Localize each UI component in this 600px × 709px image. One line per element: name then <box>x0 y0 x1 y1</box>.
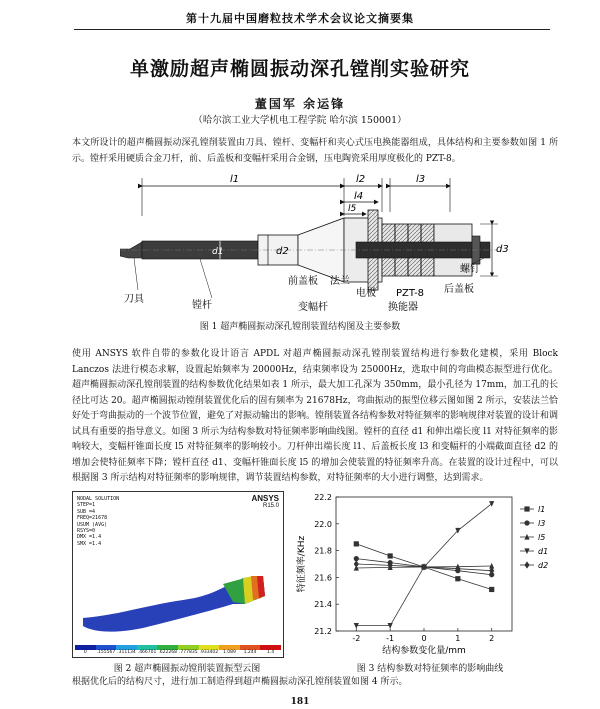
ansys-legend-entry <box>137 645 158 655</box>
y-axis-label: 特征频率/KHz <box>297 535 307 593</box>
ansys-legend-label: .777835 <box>178 650 198 655</box>
ansys-legend-label: .311134 <box>117 650 136 655</box>
ansys-legend-entry <box>199 645 220 655</box>
figure-1-caption: 图 1 超声椭圆振动深孔镗削装置结构图及主要参数 <box>199 322 401 332</box>
ansys-legend-label: 0 <box>83 650 87 655</box>
label-d2: d2 <box>276 246 289 257</box>
point-l1 <box>455 576 460 581</box>
ansys-legend-entry <box>116 645 137 655</box>
ansys-mode-shape <box>73 492 283 657</box>
ansys-version: R15.0 <box>262 503 279 509</box>
y-tick-label: 21.8 <box>314 546 332 556</box>
ansys-legend-entry <box>96 645 117 655</box>
ansys-legend-label: 1.089 <box>223 650 236 655</box>
ansys-legend-entry <box>178 645 199 655</box>
label-screw: 螺钉 <box>460 264 480 275</box>
ansys-legend-label: .155567 <box>96 650 116 655</box>
legend-marker-l3 <box>524 520 529 525</box>
y-tick-label: 22.2 <box>314 493 332 502</box>
x-tick-label: 2 <box>489 634 495 643</box>
label-electrode: 电极 <box>356 288 376 299</box>
ansys-brand: ANSYS <box>251 494 279 503</box>
ansys-legend-label: .622268 <box>158 650 177 655</box>
ansys-legend-label: 1.244 <box>243 650 257 655</box>
figure-1-diagram <box>120 172 520 314</box>
figure-2-ansys-plot <box>72 491 284 658</box>
label-transducer: 换能器 <box>388 302 418 313</box>
ansys-info-line: NODAL SOLUTION <box>77 496 120 502</box>
label-l4: l4 <box>354 191 364 202</box>
point-d2 <box>354 560 359 567</box>
legend-marker-l1 <box>524 506 529 511</box>
ansys-legend-entry <box>240 645 261 655</box>
ansys-info-line: FREQ=21678 <box>77 515 108 522</box>
paragraph-closing: 根据优化后的结构尺寸，进行加工制造得到超声椭圆振动深孔镗削装置如图 4 所示。 <box>72 677 408 687</box>
label-d3: d3 <box>496 244 509 255</box>
ansys-info-line: SMX =1.4 <box>77 540 102 547</box>
x-axis-label: 结构参数变化量/mm <box>382 646 466 656</box>
label-l5: l5 <box>348 204 357 214</box>
ansys-info-line: DMX =1.4 <box>77 534 102 541</box>
figure-3-chart <box>292 491 564 661</box>
paragraph-method: 使用 ANSYS 软件自带的参数化设计语言 APDL 对超声椭圆振动深孔镗削装置结构进行参数化建模，采用 Block Lanczos 法进行模态求解，设置起始频率为 20000Hz，结束频率设为 25000Hz，选取中间的弯曲模态振型进行优化。超声椭圆振动深孔镗削装置的结构参数优化结果如表 1 所示，最大加工孔深为 350mm，最小孔径为 17mm，加工孔的长径比可达 20。超声椭圆振动镗削装置优化后的固有频率为 21678Hz，弯曲振动的振型位移云图如图 2 所示，安装法兰恰好处于弯曲振动的一个波节位置，避免了对振动输出的影响。镗削装置各结构参数对特征频率的影响规律对装置的设计和调试具有重要的指导意义。如图 3 所示为结构参数对特征频率影响曲线图。镗杆的直径 d1 和伸出端长度 l1 对特征频率的影响较大，变幅杆锥面长度 l5 对特征频率的影响较小。刀杆伸出端长度 l1、后盖板长度 l3 和变幅杆的小端截面直径 d2 的增加会使特征频率下降；镗杆直径 d1、变幅杆锥面长度 l5 的增加会使装置的特征频率升高。在装置的设计过程中，可以根据图 3 所示结构对特征频率的影响规律，调节装置结构参数，对特征频率的大小进行调整，达到需求。 <box>72 349 559 483</box>
label-l3: l3 <box>416 174 426 185</box>
legend-label-l5: l5 <box>538 533 546 542</box>
label-boring-bar: 镗杆 <box>192 300 212 311</box>
ansys-legend-label: 1.4 <box>267 650 275 655</box>
figure-2-caption: 图 2 超声椭圆振动镗削装置振型云图 <box>113 664 261 674</box>
x-tick-label: 0 <box>421 634 427 643</box>
label-front-plate: 前盖板 <box>288 276 318 287</box>
label-d1: d1 <box>212 247 224 257</box>
legend-label-l3: l3 <box>538 519 546 528</box>
ansys-legend-entry <box>157 645 178 655</box>
ansys-legend-entry <box>260 645 281 655</box>
ansys-info-line: USUM (AVG) <box>77 521 108 528</box>
point-l1 <box>354 541 359 546</box>
y-tick-label: 21.6 <box>314 573 332 583</box>
y-tick-label: 22.0 <box>314 519 332 529</box>
authors: 董国军 余运锋 <box>254 97 346 111</box>
running-header: 第十九届中国磨粒技术学术会议论文摘要集 <box>186 12 414 25</box>
point-l1 <box>388 553 393 558</box>
figure-3-caption: 图 3 结构参数对特征频率的影响曲线 <box>356 664 504 674</box>
ansys-info-line: STEP=1 <box>77 502 96 509</box>
header-rule <box>74 29 550 30</box>
y-tick-label: 21.2 <box>314 627 332 636</box>
ansys-legend <box>75 645 281 655</box>
ansys-info-line: SUB =4 <box>77 508 96 515</box>
y-tick-label: 21.4 <box>314 600 332 610</box>
label-pzt: PZT-8 <box>396 288 425 299</box>
legend-label-d1: d1 <box>538 547 549 556</box>
paper-title: 单激励超声椭圆振动深孔镗削实验研究 <box>129 58 470 80</box>
label-tool: 刀具 <box>124 294 144 305</box>
point-d1 <box>489 501 494 507</box>
legend-label-d2: d2 <box>538 561 549 570</box>
label-flange: 法兰 <box>330 276 350 287</box>
label-horn: 变幅杆 <box>298 302 328 313</box>
ansys-legend-entry <box>75 645 96 655</box>
x-tick-label: -1 <box>386 634 395 643</box>
x-tick-label: -2 <box>352 634 361 643</box>
x-tick-label: 1 <box>455 634 461 643</box>
ansys-legend-entry <box>219 645 240 655</box>
page-number: 181 <box>290 697 310 707</box>
ansys-legend-label: .466701 <box>137 650 157 655</box>
ansys-legend-label: .933402 <box>199 650 219 655</box>
label-l1: l1 <box>230 174 240 185</box>
legend-marker-d2 <box>524 561 529 568</box>
paragraph-intro: 本文所设计的超声椭圆振动深孔镗削装置由刀具、镗杆、变幅杆和夹心式压电换能器组成，具体结构和主要参数如图 1 所示。镗杆采用硬质合金刀杆，前、后盖板和变幅杆采用合金钢，压电陶瓷采用厚度极化的 PZT-8。 <box>72 138 558 164</box>
legend-label-l1: l1 <box>538 505 546 514</box>
affiliation: （哈尔滨工业大学机电工程学院 哈尔滨 150001） <box>193 115 407 126</box>
label-back-plate: 后盖板 <box>444 284 474 295</box>
label-l2: l2 <box>356 174 366 185</box>
point-l1 <box>489 587 494 592</box>
ansys-info-line: RSYS=0 <box>77 528 96 535</box>
